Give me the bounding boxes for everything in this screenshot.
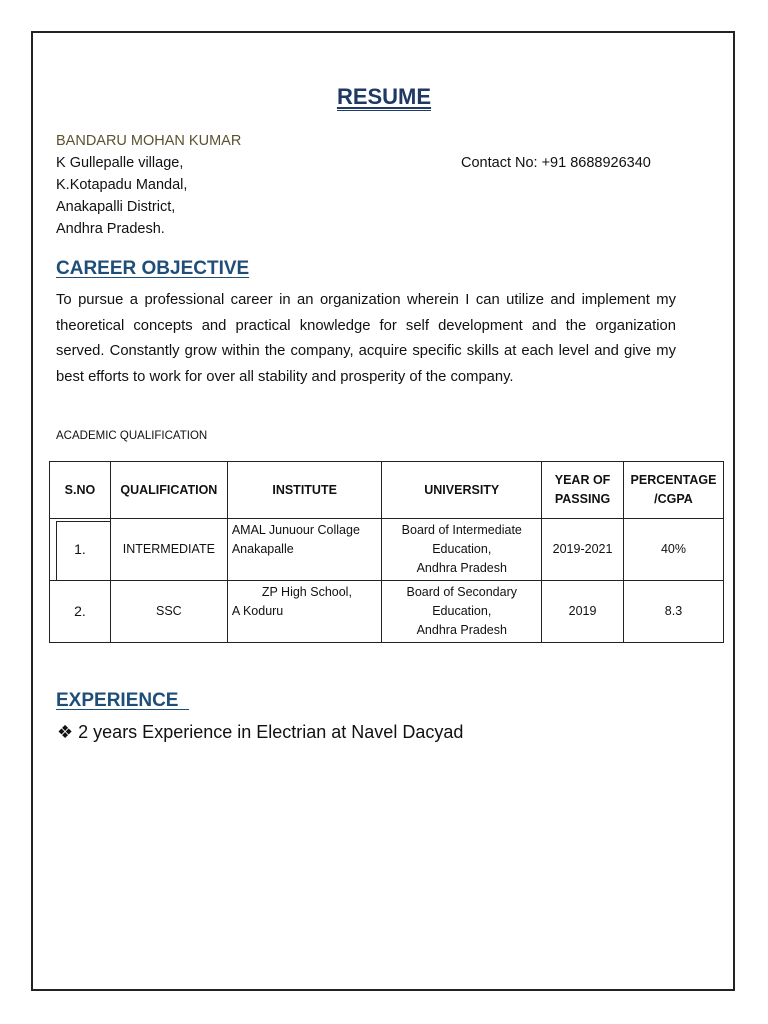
row-percentage: 40% [623, 519, 723, 581]
qualification-table [49, 461, 724, 643]
table-header-row [50, 462, 724, 519]
contact-number: Contact No: +91 8688926340 [461, 155, 651, 171]
row-university: Board of Intermediate Education, Andhra Pradesh [382, 519, 542, 581]
header-year: YEAR OF PASSING [542, 462, 624, 519]
address-line-3: Anakapalli District, [56, 199, 176, 215]
career-objective-text: To pursue a professional career in an organization wherein I can utilize and implement my theoretical concepts and practical knowledge for self development and the organization served. Constantly grow within the company, acquire specific skills at each level and give my best efforts to work for over all stability and prosperity of the company. [56, 292, 676, 385]
career-objective-heading: CAREER OBJECTIVE [56, 258, 250, 279]
row-qualification: INTERMEDIATE [110, 519, 227, 581]
academic-qualification-label: ACADEMIC QUALIFICATION [56, 430, 208, 442]
table-row [50, 519, 724, 581]
header-sno: S.NO [50, 462, 111, 519]
header-percentage: PERCENTAGE /CGPA [623, 462, 723, 519]
row-sno: 2. [50, 581, 111, 643]
candidate-name: BANDARU MOHAN KUMAR [56, 133, 242, 149]
header-qualification: QUALIFICATION [110, 462, 227, 519]
diamond-bullet-icon: ❖ [57, 722, 74, 742]
address-line-4: Andhra Pradesh. [56, 221, 165, 237]
address-line-2: K.Kotapadu Mandal, [56, 177, 188, 193]
row-percentage: 8.3 [623, 581, 723, 643]
row-year: 2019 [542, 581, 624, 643]
header-institute: INSTITUTE [227, 462, 382, 519]
row-qualification: SSC [110, 581, 227, 643]
row-institute: ZP High School, A Koduru [227, 581, 382, 643]
row-university: Board of Secondary Education, Andhra Pradesh [382, 581, 542, 643]
row-sno: 1. [50, 519, 111, 581]
address-line-1: K Gullepalle village, [56, 155, 184, 171]
experience-item: ❖ 2 years Experience in Electrian at Navel Dacyad [57, 722, 464, 742]
resume-title: RESUME [336, 84, 432, 109]
row-year: 2019-2021 [542, 519, 624, 581]
experience-heading: EXPERIENCE [56, 690, 179, 711]
row-institute: AMAL Junuour Collage Anakapalle [227, 519, 382, 581]
table-row [50, 581, 724, 643]
header-university: UNIVERSITY [382, 462, 542, 519]
